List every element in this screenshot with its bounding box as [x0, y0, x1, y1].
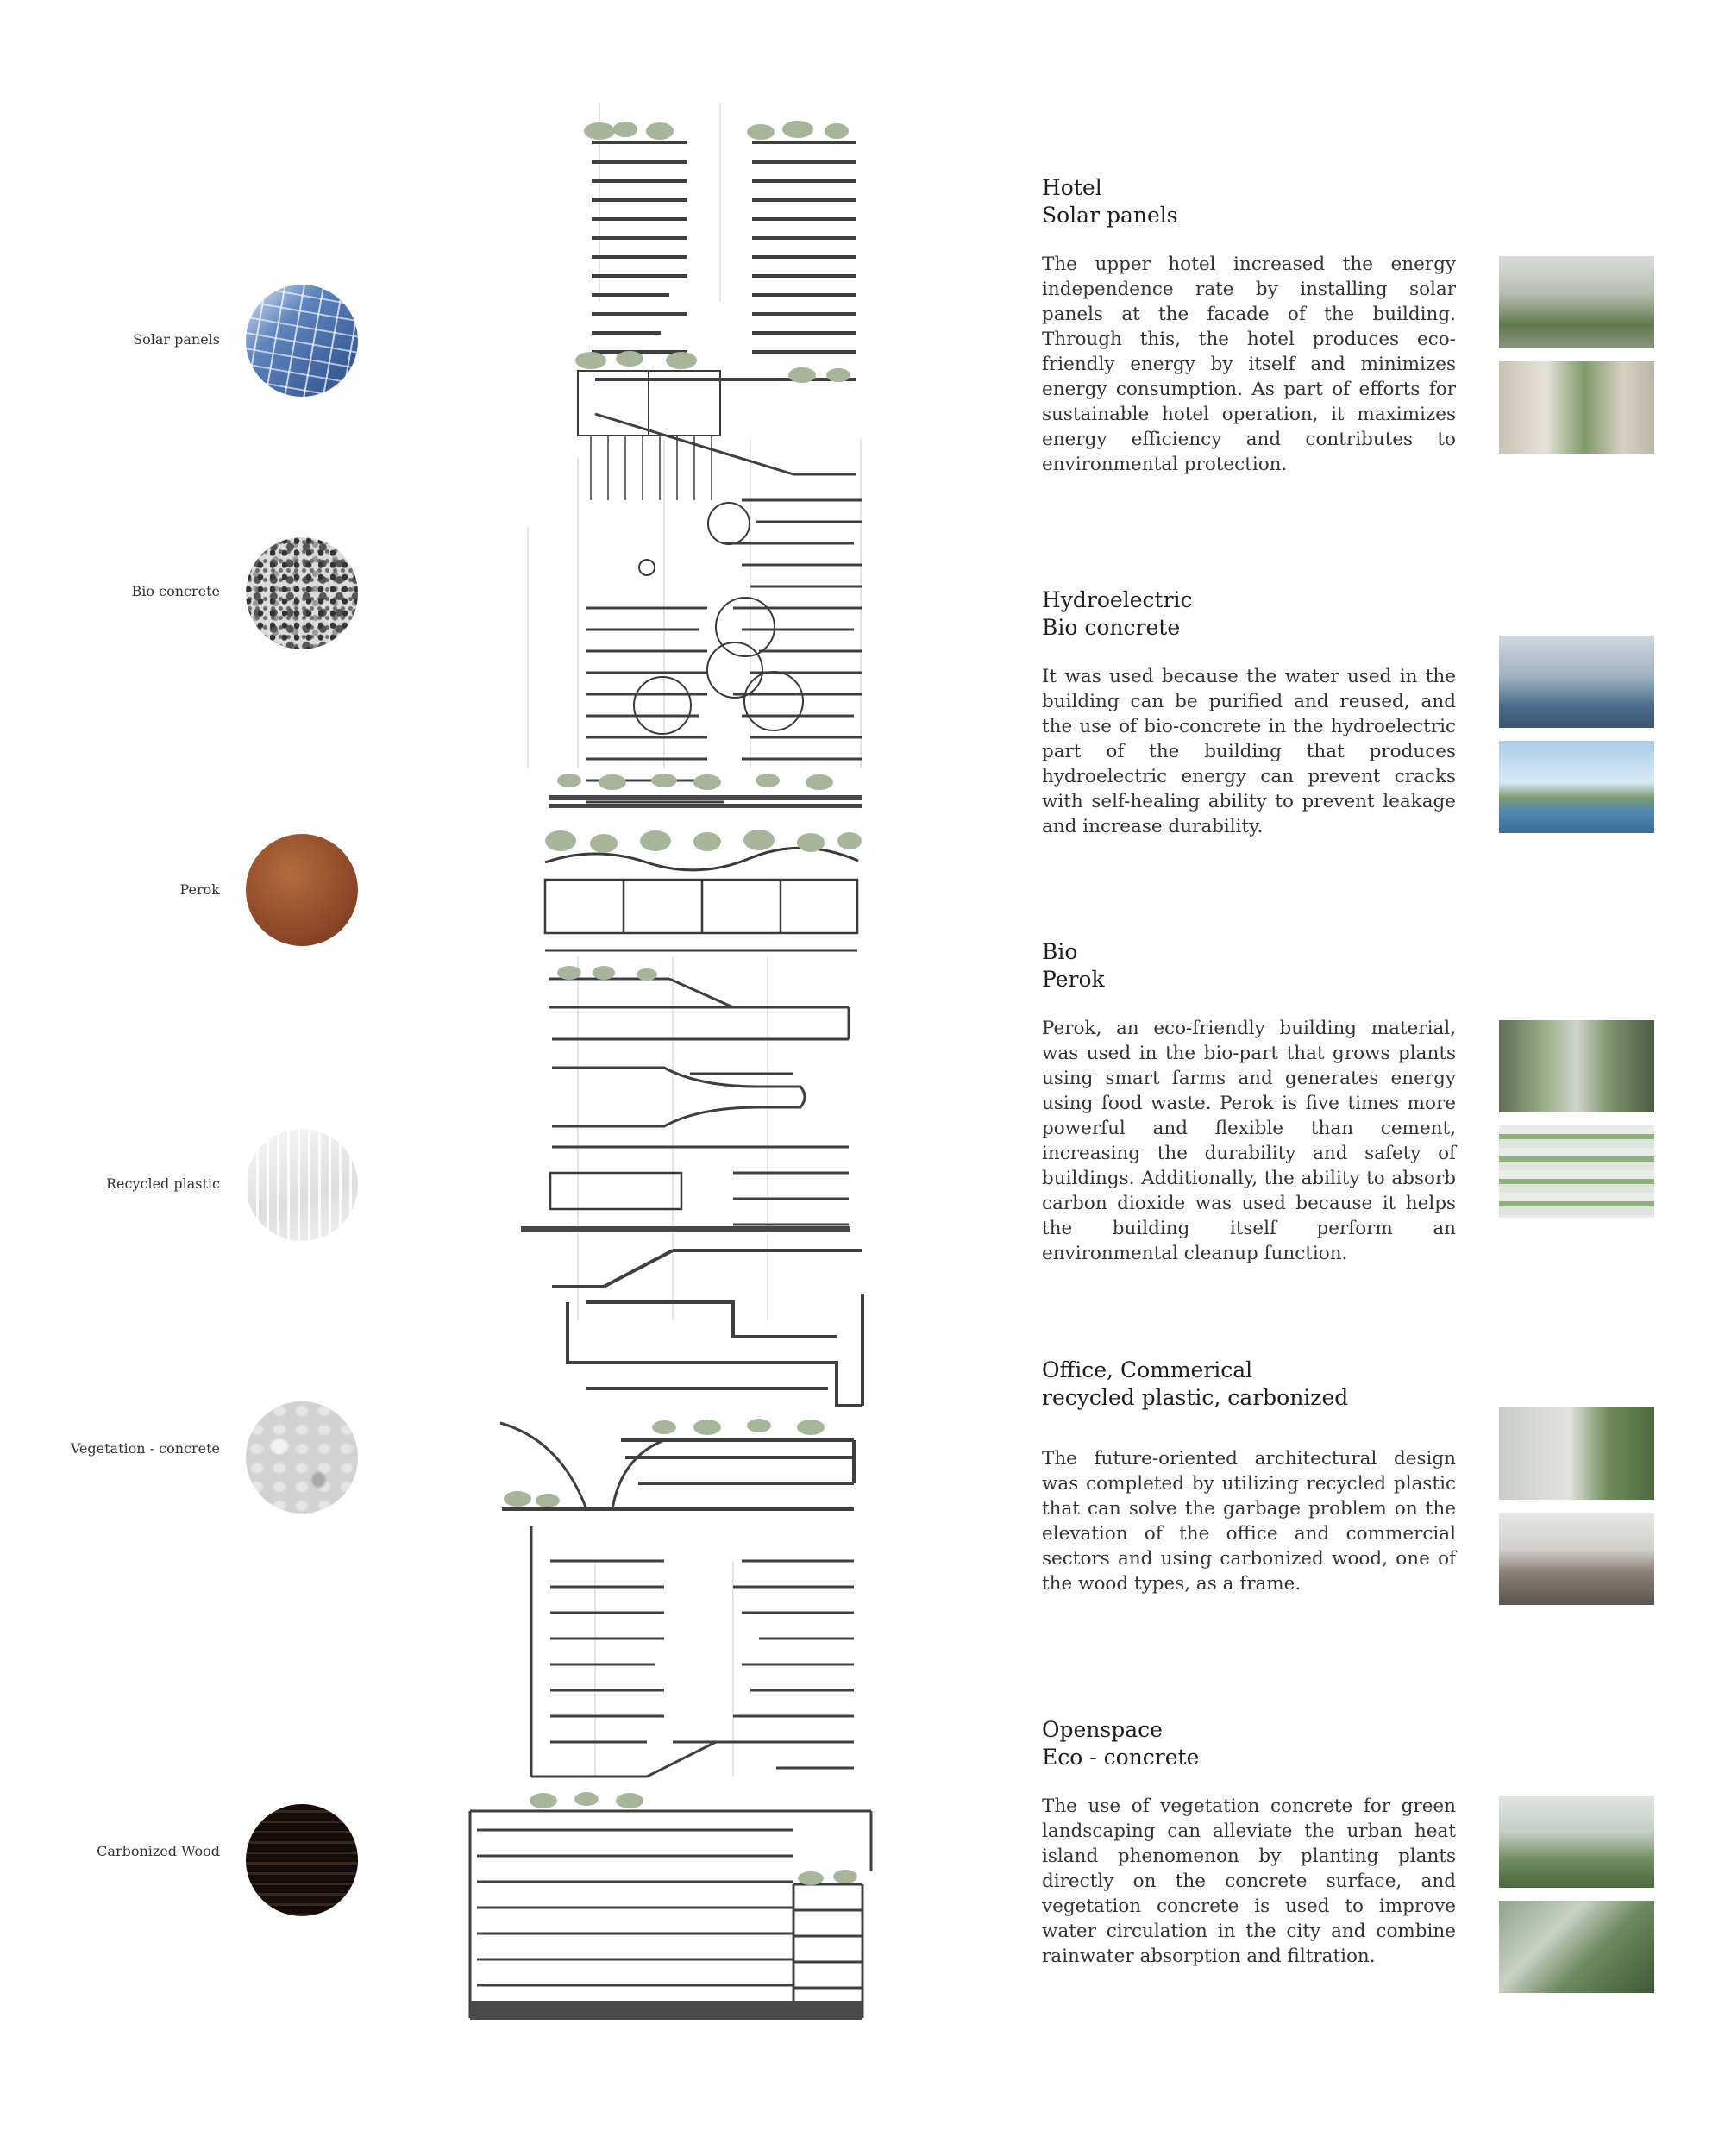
material-label-vegetation-concrete: Vegetation - concrete — [70, 1440, 220, 1457]
section-title-hydroelectric: Hydroelectric Bio concrete — [1042, 587, 1193, 640]
office-interior-photo-icon — [1499, 1513, 1654, 1605]
bio-concrete-texture-icon — [246, 537, 358, 649]
section-body-bio: Perok, an eco-friendly building material, was used in the bio-part that grows plants using smart farms and generates energy using food waste. Perok is five times more powerful and flexible than cement, increasing the durability and safety of buildings. Additionally, the ability to absorb carbon dioxide was used because it helps the building itself perform an environmental cleanup function. — [1042, 1018, 1456, 1264]
material-label-bio-concrete: Bio concrete — [131, 583, 220, 599]
material-label-carbonized-wood: Carbonized Wood — [97, 1843, 220, 1859]
recycled-plastic-texture-icon — [246, 1129, 358, 1241]
material-label-perok: Perok — [179, 881, 220, 898]
building-section-drawing — [448, 95, 888, 2027]
park-aerial-photo-icon — [1499, 1901, 1654, 1993]
water-tanks — [634, 503, 803, 734]
water-channel-photo-icon — [1499, 636, 1654, 728]
hotel-courtyard-photo-icon — [1499, 361, 1654, 454]
material-label-solar: Solar panels — [133, 331, 220, 348]
vertical-garden-photo-icon — [1499, 1020, 1654, 1112]
solar-panel-texture-icon — [246, 285, 358, 397]
greenhouse-photo-icon — [1499, 1796, 1654, 1888]
perok-texture-icon — [246, 834, 358, 946]
section-body-hydroelectric: It was used because the water used in the building can be purified and reused, and the use of bio-concrete in the hydroelectric part of the building that produces hydroelectric energy can prevent cracks with self-healing ability to prevent leakage and increase durability. — [1042, 666, 1456, 837]
section-title-hotel: Hotel Solar panels — [1042, 175, 1178, 228]
office-green-wall-photo-icon — [1499, 1407, 1654, 1500]
section-body-office: The future-oriented architectural design was completed by utilizing recycled plastic that can solve the garbage problem on the elevation of the office and commercial sectors and using carbonized wood, one of the wood types, as a frame. — [1042, 1448, 1456, 1595]
hotel-floors — [592, 142, 856, 379]
section-title-bio: Bio Perok — [1042, 939, 1105, 992]
section-body-openspace: The use of vegetation concrete for green landscaping can alleviate the urban heat island phenomenon by planting plants directly on the concrete surface, and vegetation concrete is used to improve water circulation in the city and combine rainwater absorption and filtration. — [1042, 1796, 1456, 1967]
hotel-atrium-photo-icon — [1499, 256, 1654, 348]
water-basin-photo-icon — [1499, 741, 1654, 833]
smart-farm-photo-icon — [1499, 1125, 1654, 1218]
vegetation — [504, 121, 862, 1885]
section-body-hotel: The upper hotel increased the energy independence rate by installing solar panels at the facade of the building. Through this, the hotel produces eco-friendly energy by itself and minimizes energy consumption. As part of efforts for sustainable hotel operation, it maximizes energy efficiency and contributes to environmental protection. — [1042, 254, 1456, 475]
material-label-recycled-plastic: Recycled plastic — [105, 1175, 220, 1192]
carbonized-wood-texture-icon — [246, 1804, 358, 1916]
vegetation-concrete-texture-icon — [246, 1401, 358, 1514]
section-title-office: Office, Commerical recycled plastic, carbonized — [1042, 1357, 1349, 1410]
section-title-openspace: Openspace Eco - concrete — [1042, 1717, 1200, 1770]
